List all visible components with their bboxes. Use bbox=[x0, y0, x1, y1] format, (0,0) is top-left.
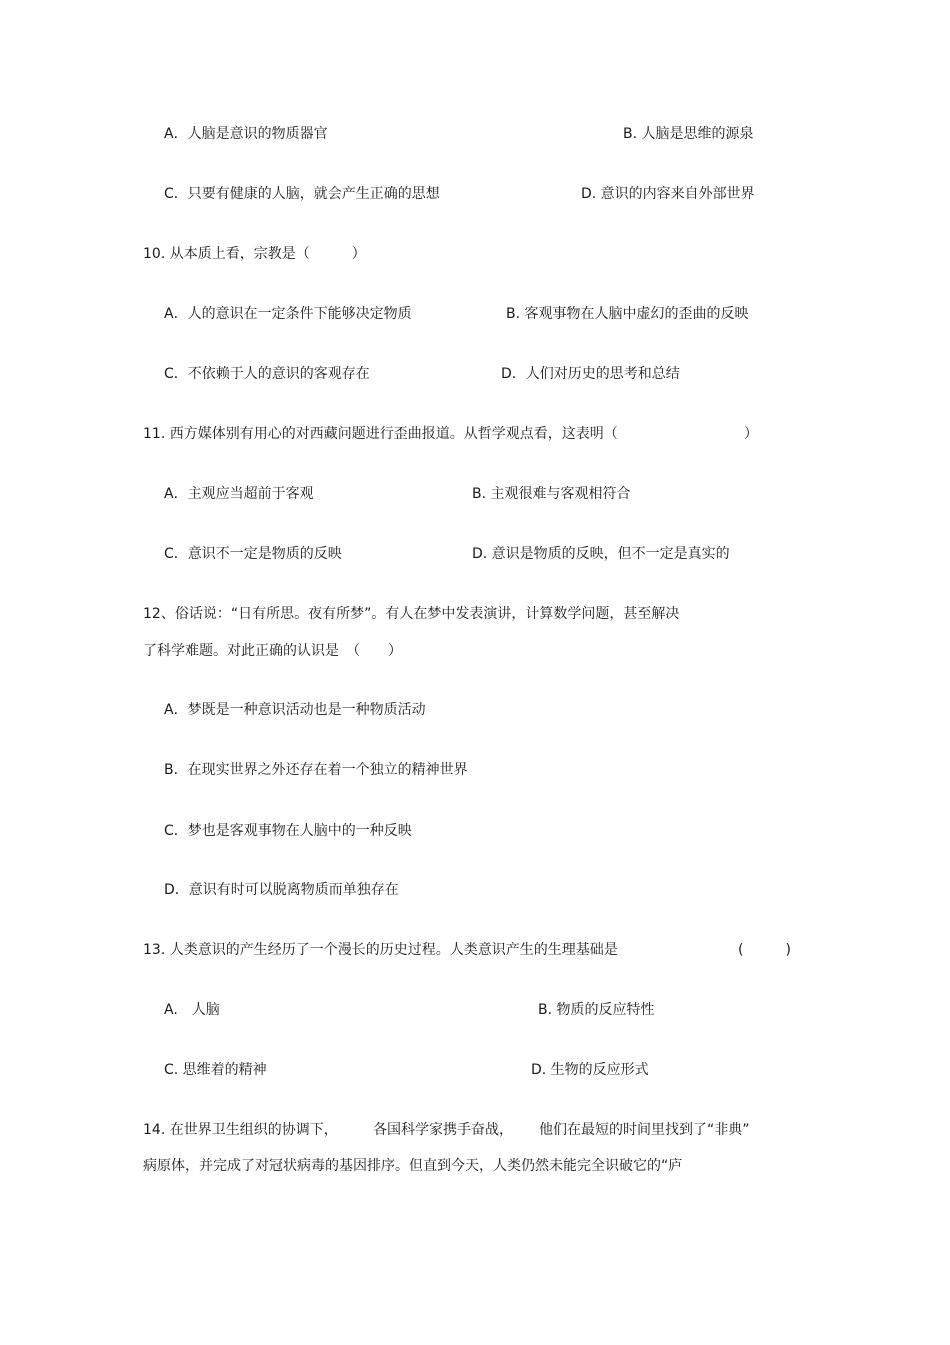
q11-option-a: A．主观应当超前于客观 bbox=[164, 486, 314, 502]
q13-option-c: C. 思维着的精神 bbox=[164, 1062, 267, 1078]
q14-stem-line1-a: 14. 在世界卫生组织的协调下， bbox=[143, 1122, 338, 1138]
q10-option-d: D．人们对历史的思考和总结 bbox=[501, 366, 680, 382]
q14-stem-line2: 病原体，并完成了对冠状病毒的基因排序。但直到今天，人类仍然未能完全识破它的“庐 bbox=[143, 1158, 683, 1174]
q9-option-d: D. 意识的内容来自外部世界 bbox=[581, 186, 755, 202]
q14-stem-line1-b: 各国科学家携手奋战， bbox=[373, 1122, 513, 1138]
q13-option-b: B. 物质的反应特性 bbox=[538, 1002, 655, 1018]
q13-option-d: D. 生物的反应形式 bbox=[531, 1062, 649, 1078]
q12-stem-line2: 了科学难题。对此正确的认识是 （ ） bbox=[143, 643, 402, 659]
q10-option-b: B. 客观事物在人脑中虚幻的歪曲的反映 bbox=[506, 306, 749, 322]
q12-option-b: B．在现实世界之外还存在着一个独立的精神世界 bbox=[164, 762, 468, 778]
q14-stem-line1-c: 他们在最短的时间里找到了“非典” bbox=[539, 1122, 750, 1138]
q9-option-b: B. 人脑是思维的源泉 bbox=[623, 126, 754, 142]
q10-option-a: A．人的意识在一定条件下能够决定物质 bbox=[164, 306, 412, 322]
q13-stem: 13. 人类意识的产生经历了一个漫长的历史过程。人类意识产生的生理基础是 bbox=[143, 942, 618, 958]
q11-option-c: C．意识不一定是物质的反映 bbox=[164, 546, 342, 562]
q12-option-c: C．梦也是客观事物在人脑中的一种反映 bbox=[164, 823, 412, 839]
q10-option-c: C．不依赖于人的意识的客观存在 bbox=[164, 366, 370, 382]
q10-stem: 10. 从本质上看，宗教是（ ） bbox=[143, 246, 366, 262]
q11-option-d: D. 意识是物质的反映，但不一定是真实的 bbox=[472, 546, 730, 562]
q13-option-a: A. 人脑 bbox=[164, 1002, 220, 1018]
q12-option-d: D．意识有时可以脱离物质而单独存在 bbox=[164, 882, 399, 898]
q13-stem-paren: ( ) bbox=[738, 942, 791, 958]
q9-option-a: A．人脑是意识的物质器官 bbox=[164, 126, 328, 142]
q11-option-b: B. 主观很难与客观相符合 bbox=[472, 486, 631, 502]
q9-option-c: C．只要有健康的人脑，就会产生正确的思想 bbox=[164, 186, 440, 202]
q11-stem-close: ） bbox=[744, 426, 758, 442]
q11-stem: 11. 西方媒体别有用心的对西藏问题进行歪曲报道。从哲学观点看，这表明（ bbox=[143, 426, 618, 442]
q12-stem-line1: 12、俗话说：“日有所思。夜有所梦”。有人在梦中发表演讲，计算数学问题，甚至解决 bbox=[143, 606, 680, 622]
q12-option-a: A．梦既是一种意识活动也是一种物质活动 bbox=[164, 702, 426, 718]
